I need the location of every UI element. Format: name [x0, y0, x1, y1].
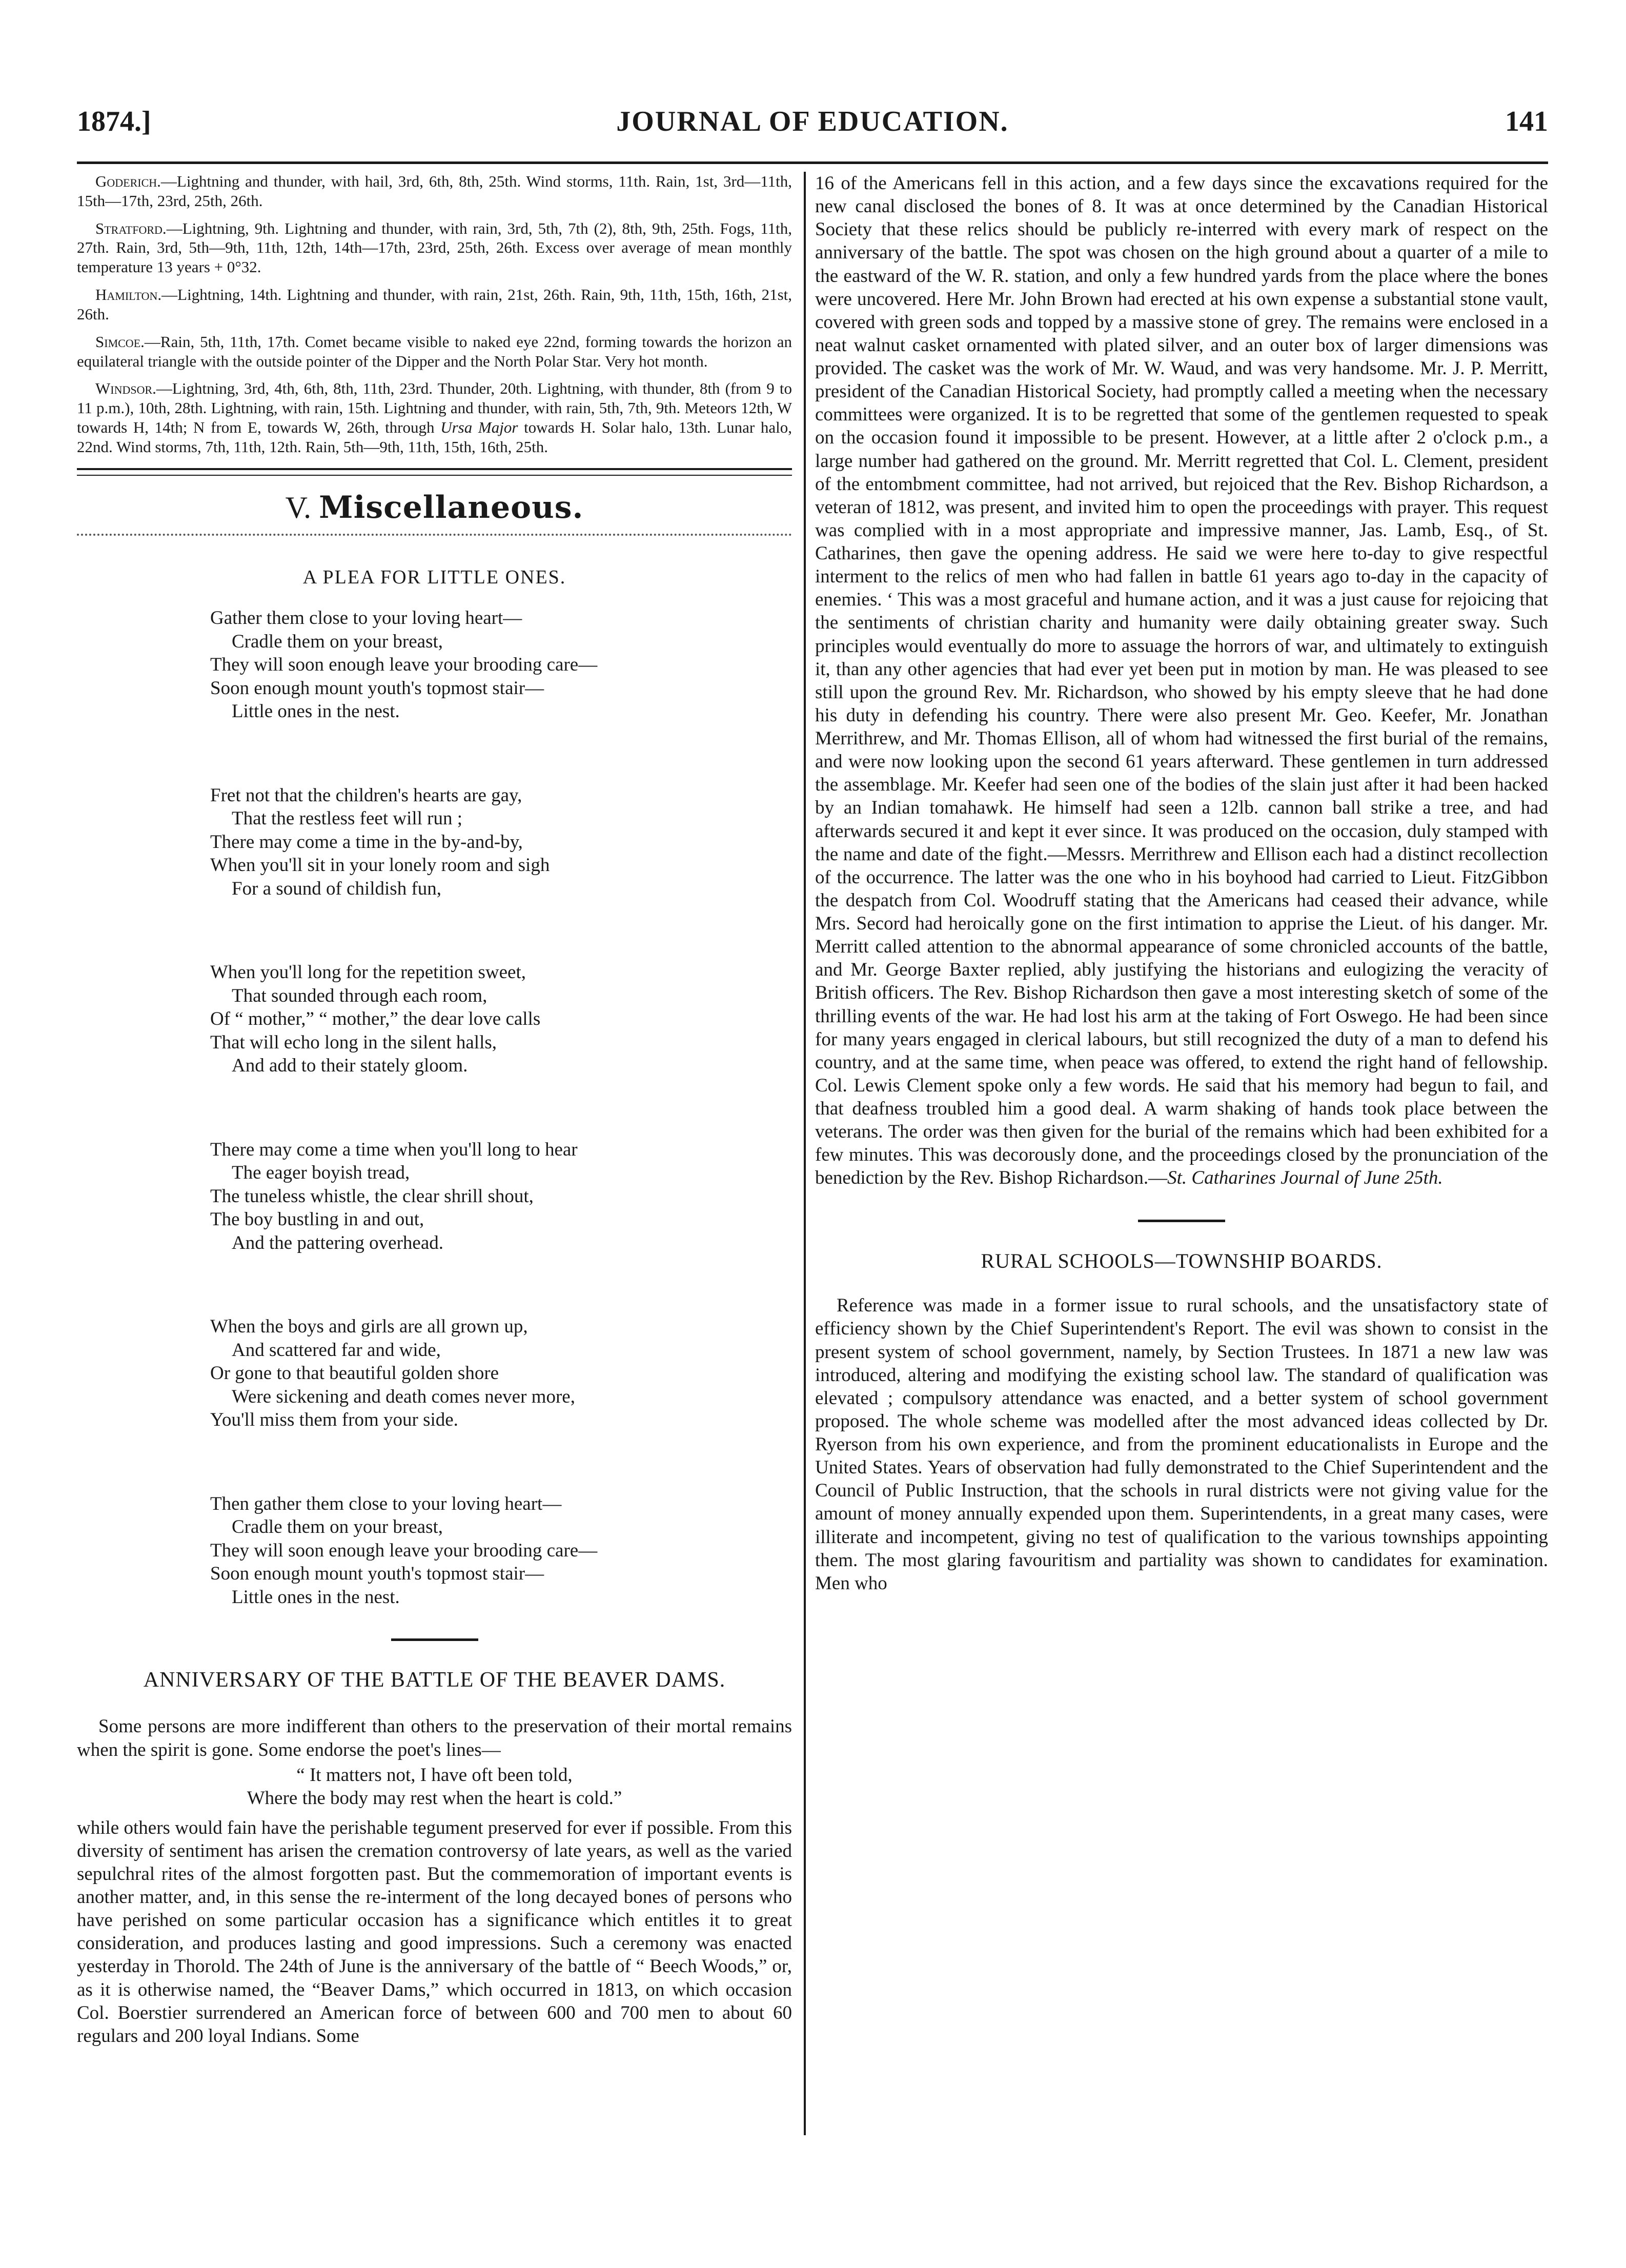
poem-stanza [210, 784, 792, 901]
poem [210, 606, 792, 1609]
quote-line: Where the body may rest when the heart is cold.” [247, 1788, 622, 1809]
poem-line: And the pattering overhead. [232, 1232, 444, 1253]
poem-line: You'll miss them from your side. [210, 1409, 458, 1431]
poem-line: Little ones in the nest. [232, 1586, 400, 1608]
journal-title: JOURNAL OF EDUCATION. [616, 106, 1009, 137]
weather-report-simcoe [77, 332, 792, 371]
poem-line: They will soon enough leave your brooding care— [210, 1540, 598, 1561]
section-number: V. [285, 490, 312, 524]
poem-line: Soon enough mount youth's topmost stair— [210, 1563, 544, 1585]
rural-schools-heading: RURAL SCHOOLS—TOWNSHIP BOARDS. [981, 1249, 1383, 1272]
body-text: 16 of the Americans fell in this action, and a few days since the excavations required for the new canal disclosed the bones of 8. It was at once determined by the Canadian Historical Society that these relics should be publicly re-interred with every mark of respect on the anniversary of the battle. The spot was chosen on the high ground about a quarter of a mile to the eastward of the W. R. station, and only a few hundred yards from the place where the bones were uncovered. Here Mr. John Brown had erected at his own expense a substantial stone vault, covered with green sods and topped by a massive stone of grey. The remains were enclosed in a neat walnut casket ornamented with plated silver, and an outer box of larger dimensions was provided. The casket was the work of Mr. W. Waud, and was very handsome. Mr. J. P. Merritt, president of the Canadian Historical Society, had promptly called a meeting when the necessary committees were organized. It is to be regretted that some of the gentlemen requested to speak on the occasion found it impossible to be present. However, at a little after 2 o'clock p.m., a large number had gathered on the ground. Mr. Merritt regretted that Col. L. Clement, president of the entombment committee, had not arrived, but rejoiced that the Rev. Bishop Richardson, a veteran of 1812, was present, and invited him to open the proceedings with prayer. This request was complied with in a most appropriate and impressive manner, Jas. Lamb, Esq., of St. Catharines, then gave the opening address. He said we were here to-day to give respectful interment to the relics of men who had fallen in battle 61 years ago to-day in the capacity of enemies. ‘ This was a most graceful and humane action, and it was a just cause for rejoicing that the sentiments of christian charity and humanity were daily obtaining greater sway. Such principles would eventually do more to assuage the horrors of war, and ultimately to extinguish it, than any other agencies that had ever yet been put in motion by man. He was pleased to see still upon the ground Rev. Mr. Richardson, who showed by his empty sleeve that he had done his duty in defending his country. There were also present Mr. Geo. Keefer, Mr. Jonathan Merrithrew, and Mr. Thomas Ellison, all of whom had witnessed the first burial of the remains, and were now looking upon the second 61 years afterward. These gentlemen in turn addressed the assemblage. Mr. Keefer had seen one of the bodies of the slain just after it had been hacked by an Indian tomahawk. He himself had seen a 12lb. cannon ball strike a tree, and had afterwards secured it and kept it ever since. It was produced on the occasion, duly stamped with the name and date of the fight.—Messrs. Merrithrew and Ellison each had a distinct recollection of the occurrence. The latter was the one who in his boyhood had carried to Lieut. FitzGibbon the despatch from Col. Woodruff stating that the Americans had ceased their advance, while Mrs. Secord had heroically gone on the first intimation to apprise the Lieut. of his danger. Mr. Merritt called attention to the abnormal appearance of some chronicled accounts of the battle, and Mr. George Baxter replied, ably justifying the historians and eulogizing the veracity of British officers. The Rev. Bishop Richardson then gave a most interesting sketch of some of the thrilling events of the war. He had lost his arm at the taking of Fort Oswego. He had been since for many years engaged in clerical labours, but still recognized the duty of a man to defend his country, and at the same time, when peace was offered, to extend the right hand of fellowship. Col. Lewis Clement spoke only a few words. He said that his memory had begun to fail, and that deafness troubled him a good deal. A warm shaking of hands took place between the veterans. The order was then given for the burial of the remains which had been exhibited for a few minutes. This was decorously done, and the proceedings closed by the pronunciation of the benediction by the Rev. Bishop Richardson.— [815, 173, 1548, 1189]
quote-line: “ It matters not, I have oft been told, [296, 1764, 573, 1786]
rural-schools-body: Reference was made in a former issue to rural schools, and the unsatisfactory state of efficiency shown by the Chief Superintendent's Report. The evil was shown to consist in the present system of school government, namely, by Section Trustees. In 1871 a new law was introduced, altering and modifying the existing school law. The standard of qualification was elevated ; compulsory attendance was enacted, and a better system of school government proposed. The whole scheme was modelled after the most advanced ideas collected by Dr. Ryerson from his own experience, and from the prominent educationalists in Europe and the United States. Years of observation had fully demonstrated to the Chief Superintendent and the Council of Public Instruction, that the schools in rural districts were not giving value for the amount of money annually expended upon them. Superintendents, in a great many cases, were illiterate and incompetent, giving no test of qualification to the various townships appointing them. The most glaring favouritism and partiality was shown to candidates for examination. Men who [815, 1295, 1548, 1594]
poem-stanza [210, 1492, 792, 1609]
poem-stanza [210, 1315, 792, 1432]
dotted-rule [77, 534, 792, 536]
poem-line: There may come a time when you'll long to hear [210, 1139, 578, 1160]
poem-line: The tuneless whistle, the clear shrill shout, [210, 1185, 534, 1207]
poem-line: That the restless feet will run ; [232, 808, 463, 829]
beaver-dams-body-left: while others would fain have the perishable tegument preserved for ever if possible. From this diversity of sentiment has arisen the cremation controversy of late years, as well as the varied sepulchral rites of the almost forgotten past. But the commemoration of important events is another matter, and, in this sense the re-interment of the long decayed bones of persons who have perished on some particular occasion has a significance which entitles it to great consideration, and produces lasting and good impressions. Such a ceremony was enacted yesterday in Thorold. The 24th of June is the anniversary of the battle of “ Beech Woods,” or, as it is otherwise named, the “Beaver Dams,” which occurred in 1813, on which occasion Col. Boerstier surrendered an American force of between 600 and 700 men to about 60 regulars and 200 loyal Indians. Some [77, 1817, 792, 2047]
header-rule [77, 161, 1548, 164]
page-number: 141 [1505, 106, 1548, 137]
poem-line: Were sickening and death comes never more, [232, 1386, 575, 1407]
poem-line: Or gone to that beautiful golden shore [210, 1363, 499, 1384]
section-heading [77, 489, 792, 526]
poem-line: Cradle them on your breast, [232, 631, 443, 652]
section-divider [77, 468, 792, 476]
right-column [815, 172, 1548, 2140]
article-separator [391, 1638, 478, 1641]
poem-line: Cradle them on your breast, [232, 1516, 443, 1538]
poem-line: The eager boyish tread, [232, 1162, 410, 1184]
poem-stanza [210, 606, 792, 723]
poet-quote [77, 1764, 792, 1810]
station-name: Windsor. [95, 379, 156, 398]
report-text: —Lightning and thunder, with hail, 3rd, 6th, 8th, 25th. Wind storms, 11th. Rain, 1st, 3rd—11th, 15th—17th, 23rd, 25th, 26th. [77, 172, 792, 210]
poem-line: That will echo long in the silent halls, [210, 1031, 497, 1053]
report-text: —Lightning, 14th. Lightning and thunder, with rain, 21st, 26th. Rain, 9th, 11th, 15th, 16th, 21st, 26th. [77, 286, 792, 323]
poem-line: Fret not that the children's hearts are gay, [210, 784, 522, 806]
poem-title: A PLEA FOR LITTLE ONES. [302, 566, 566, 588]
poem-line: There may come a time in the by-and-by, [210, 831, 523, 853]
station-name: Goderich. [95, 172, 161, 190]
beaver-dams-heading: ANNIVERSARY OF THE BATTLE OF THE BEAVER DAMS. [143, 1668, 726, 1692]
poem-line: And add to their stately gloom. [232, 1055, 468, 1077]
poem-line: When the boys and girls are all grown up, [210, 1316, 528, 1338]
station-name: Hamilton. [95, 286, 162, 304]
poem-line: That sounded through each room, [232, 985, 487, 1006]
article-source: St. Catharines Journal of June 25th. [1167, 1167, 1443, 1189]
beaver-dams-body-right [815, 172, 1548, 1190]
report-text-after: towards H. Solar halo, 13th. Lunar halo, 22nd. Wind storms, 7th, 11th, 12th. Rain, 5th—9th, 11th, 15th, 16th, 25th. [77, 418, 792, 456]
weather-report-stratford [77, 219, 792, 277]
report-text: —Rain, 5th, 11th, 17th. Comet became visible to naked eye 22nd, forming towards the horizon an equilateral triangle with the outside pointer of the Dipper and the North Polar Star. Very hot month. [77, 332, 792, 370]
column-divider [804, 172, 806, 2135]
poem-line: And scattered far and wide, [232, 1339, 441, 1361]
poem-stanza [210, 961, 792, 1078]
header-year: 1874.] [77, 106, 151, 137]
poem-line: The boy bustling in and out, [210, 1209, 424, 1230]
report-text: —Lightning, 3rd, 4th, 6th, 8th, 11th, 23rd. Thunder, 20th. Lightning, with thunder, 8th (from 9 to 11 p.m.), 10th, 28th. Lightning, with rain, 15th. Lightning and thunder, with rain, 5th, 7th, 9th. Meteors 12th, W towards H, 14th; N from E, towards W, 26th, through [77, 379, 792, 436]
weather-report-windsor [77, 379, 792, 456]
station-name: Stratford. [95, 219, 167, 237]
poem-line: They will soon enough leave your brooding care— [210, 654, 598, 676]
station-name: Simcoe. [95, 332, 145, 351]
article-separator [1138, 1220, 1225, 1222]
weather-report-goderich [77, 172, 792, 211]
section-title: Miscellaneous. [319, 489, 584, 525]
poem-line: Little ones in the nest. [232, 701, 400, 722]
weather-report-hamilton [77, 285, 792, 324]
poem-line: For a sound of childish fun, [232, 878, 442, 899]
left-column [77, 172, 792, 2140]
weather-reports [77, 172, 792, 457]
beaver-dams-intro: Some persons are more indifferent than others to the preservation of their mortal remains when the spirit is gone. Some endorse the poet's lines— [77, 1716, 792, 1760]
poem-line: When you'll long for the repetition sweet, [210, 962, 526, 983]
poem-stanza [210, 1138, 792, 1255]
running-header [77, 105, 1548, 146]
poem-line: When you'll sit in your lonely room and sigh [210, 855, 550, 876]
poem-line: Soon enough mount youth's topmost stair— [210, 677, 544, 699]
poem-line: Gather them close to your loving heart— [210, 608, 522, 629]
report-text: —Lightning, 9th. Lightning and thunder, with rain, 3rd, 5th, 7th (2), 8th, 9th, 25th. Fogs, 11th, 27th. Rain, 3rd, 5th—9th, 11th, 12th, 14th—17th, 23rd, 25th, 26th. Excess over average of mean monthly temperature 13 years + 0°32. [77, 219, 792, 276]
poem-line: Of “ mother,” “ mother,” the dear love calls [210, 1008, 541, 1030]
poem-line: Then gather them close to your loving heart— [210, 1493, 562, 1514]
report-italic: Ursa Major [440, 418, 518, 436]
